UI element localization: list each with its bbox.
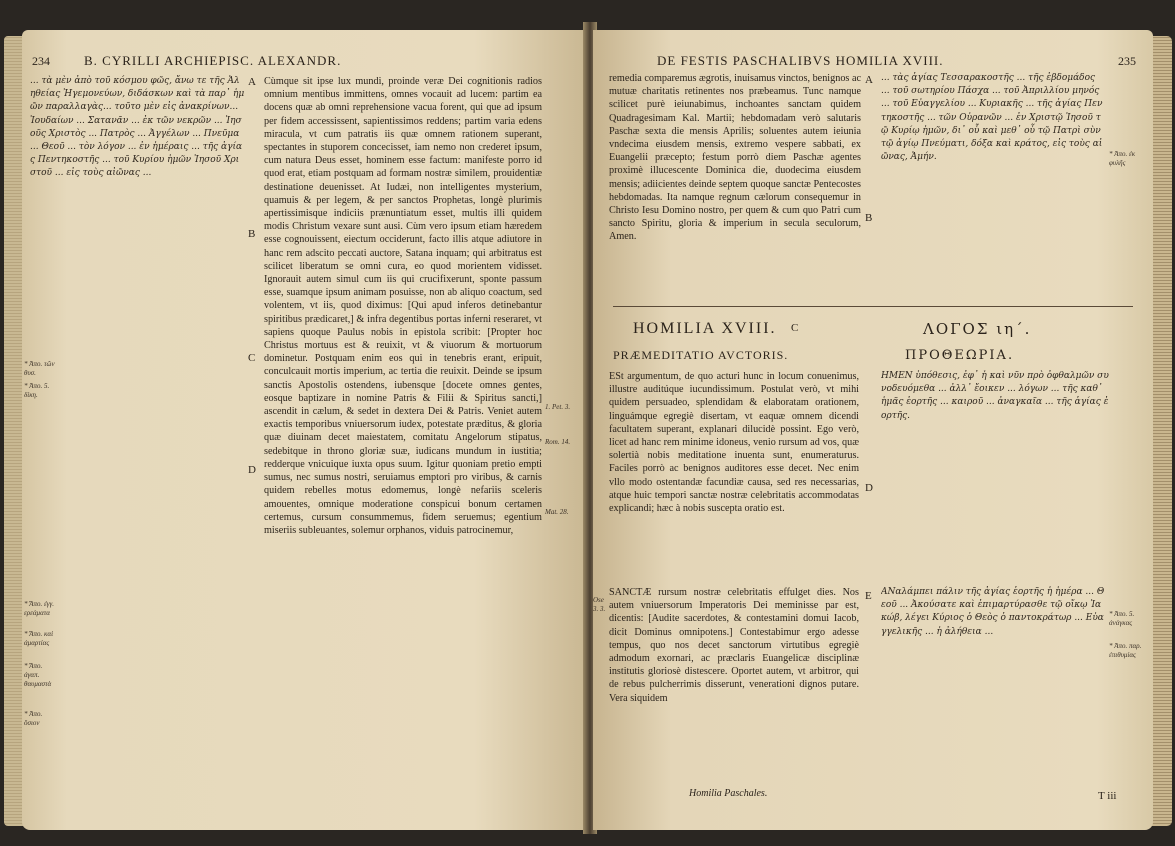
section-rule bbox=[613, 306, 1133, 307]
left-ref-3: Mat. 28. bbox=[545, 508, 569, 516]
left-greek-column bbox=[30, 75, 245, 820]
right-margin-note-3: * Ἀπο. παρ. ἐπιθυμίας bbox=[1109, 642, 1142, 659]
right-margin-note-2: * Ἀπο. 5. ἀνάγκας bbox=[1109, 610, 1135, 627]
left-margin-letter-b: B bbox=[248, 228, 256, 240]
right-latin-praemeditatio bbox=[609, 370, 859, 565]
praemeditatio-heading: PRÆMEDITATIO AVCTORIS. bbox=[613, 348, 789, 362]
left-greek-text: ... τὰ μὲν ἀπὸ τοῦ κόσμου φῶς, ἄνω τε τῆς Ἀληθείας Ἠγεμονεύων, διδάσκων καὶ τὰ παρ᾽ ἡμῶν παραλλαγὰς... τοῦτο μὲν εἰς ἀνακρίνων... Ἰουδαίων ... Σατανᾶν ... ἐκ τῶν νεκρῶν ... Ἰησοῦς Χριστὸς ... Πατρὸς ... Ἀγγέλων ... Πνεῦμα ... Θεοῦ ... τὸν λόγον ... ἐν ἡμέραις ... τῆς ἁγίας Πεντηκοστῆς ... τοῦ Κυρίου ἡμῶν Ἰησοῦ Χριστοῦ ... εἰς τοὺς αἰῶνας ... bbox=[30, 76, 245, 179]
left-margin-note-3: * Ἄπο. ἐγγ. ερεάματα bbox=[24, 600, 55, 617]
prootheoria-heading: ΠΡΟΘΕΩΡΙΑ. bbox=[905, 348, 1015, 363]
right-margin-letter-d: D bbox=[865, 482, 873, 494]
right-greek-praemeditatio-text: ΗΜΕΝ ὑπόθεσις, ἐφ᾽ ἧ καὶ νῦν πρὸ ὀφθαλμῶν συνοδευόμεθα ... ἀλλ᾽ ἔοικεν ... λόγων ... τῆς καθ᾽ ἡμᾶς ἑορτῆς ... καιροῦ ... ἀναγκαῖα ... τῆς ἁγίας ἑορτῆς. bbox=[881, 371, 1109, 421]
left-margin-letter-d: D bbox=[248, 464, 256, 476]
left-margin-letter-a: A bbox=[248, 76, 256, 88]
left-ref-2: Rom. 14. bbox=[545, 438, 571, 446]
right-page bbox=[593, 30, 1153, 830]
right-margin-letter-e: E bbox=[865, 590, 872, 602]
right-margin-letter-a: A bbox=[865, 74, 873, 86]
right-greek-bottom-text: ΑΝαλάμπει πάλιν τῆς ἁγίας ἑορτῆς ἡ ἡμέρα ... Θεοῦ ... Ἀκούσατε καὶ ἐπιμαρτύρασθε τῷ οἴκῳ Ἰακώβ, λέγει Κύριος ὁ Θεὸς ὁ παντοκράτωρ ... Εὐαγγελικῆς ... ἡ ἀλήθεια ... bbox=[881, 587, 1105, 637]
right-greek-top bbox=[881, 72, 1106, 322]
homily-margin-letter: C bbox=[791, 322, 799, 334]
left-page-edges bbox=[4, 36, 24, 826]
left-page-number: 234 bbox=[32, 54, 50, 68]
right-greek-praemeditatio bbox=[881, 370, 1109, 565]
left-running-head: B. CYRILLI ARCHIEPISC. ALEXANDR. bbox=[84, 53, 342, 68]
left-margin-note-2: * Ἀπο. 5. δίκη. bbox=[24, 382, 50, 399]
right-ref-note: Ose 3. 3. bbox=[593, 596, 606, 613]
left-margin-note-6: * Ἀπο. ὅσιον bbox=[24, 710, 43, 727]
right-latin-bottom-text: SANCTÆ rursum nostræ celebritatis effulget dies. Nos autem vniuersorum Imperatoris Dei meminisse par est, dicentis: [Audite sacerdotes, & contestamini domui Iacob, dicit Dominus omnipotens.] Contestabimur ergo adesse tempus, quo nos decet sanctorum virtutibus egregiè admodum exornari, ac præclaris Euangelicæ disciplinæ institutis gloriosè distescere. Oportet autem, vt arbitror, qui de rebus pulcherrimis disserunt, venerationi dignos putare. Vera siquidem bbox=[609, 587, 859, 704]
left-page bbox=[22, 30, 587, 830]
homily-title: HOMILIA XVIII. bbox=[633, 320, 777, 337]
left-margin-note-1: * Ἀπο. τῶν θυσ. bbox=[24, 360, 55, 377]
left-margin-note-5: * Ἄπο. ἀγαπ. θαυμαστὰ bbox=[24, 662, 52, 688]
right-margin-note-1: * Ἀπο. ἐκ φυλῆς bbox=[1109, 150, 1136, 167]
right-latin-top-text: remedia comparemus ægrotis, inuisamus vinctos, benignos ac mutuæ charitatis retinentes nos præbeamus. Tunc namque scilicet purè ieiunabimus, inchoantes sanctam quidem Quadragesimam Kal. Martii; hebdomadam verò salutaris Paschæ sexta die mensis Aprilis; soluentes autem ieiunia vndecima eiusdem mensis, extremo vespere sabbati, ex Euangelii præcepto; festum porrò diem Paschæ agentes proximè illucescente Dominica die, duodecima eiusdem mensis; adiicientes deinde septem quoque sanctæ Pentecostes hebdomadas. Ita namque regnum cælorum consequemur in Christo Iesu Domino nostro, per quem & cum quo Patri cum sancto Spiritu, gloria & imperium in secula seculorum, Amen. bbox=[609, 73, 861, 243]
right-page-edges bbox=[1150, 36, 1172, 826]
right-latin-top bbox=[609, 72, 861, 322]
right-greek-top-text: ... τὰς ἁγίας Τεσσαρακοστῆς ... τῆς ἑβδομάδος ... τοῦ σωτηρίου Πάσχα ... τοῦ Ἀπριλλίου μηνός ... τοῦ Εὐαγγελίου ... Κυριακῆς ... τῆς ἁγίας Πεντηκοστῆς ... τῶν Οὐρανῶν ... ἐν Χριστῷ Ἰησοῦ τῷ Κυρίῳ ἡμῶν, δι᾽ οὗ καὶ μεθ᾽ οὗ τῷ Πατρὶ σὺν τῷ ἁγίῳ Πνεύματι, δόξα καὶ κράτος, εἰς τοὺς αἰῶνας, Ἀμήν. bbox=[881, 73, 1103, 163]
left-margin-note-4: * Ἄπο. καὶ ἀμαρτίας bbox=[24, 630, 54, 647]
left-latin-column bbox=[264, 75, 542, 820]
right-greek-bottom bbox=[881, 586, 1106, 786]
right-latin-praemeditatio-text: ESt argumentum, de quo acturi hunc in locum conuenimus, illustre auditúque iucundissimum. Postulat verò, vt mihi quidem persuadeo, splendidam & elaboratam orationem, linguámque egregiè disertam, vt eaquæ omnem dicendi facultatem superant, explanari dilucidè possint. Ego verò, licet ad hanc rem minime idoneus, venio rursum ad vos, quæ solertià nobis meditatione inuenta sunt, enumeraturus. Faciles porrò ac benignos auditores esse decet. Nec enim vllo modo ostentandæ facundiæ causa, sed res necessarias, atque huic tempori sanctæ nostræ celebritatis accommodatas explicandi; hæc à nobis suscepta oratio est. bbox=[609, 371, 859, 515]
left-latin-text: Cùmque sit ipse lux mundi, proinde veræ Dei cognitionis radios omnium mentibus immittens, omnes vocauit ad lucem: partim ea docens quæ ab omni reprehensione vacua forent, qui que ad ipsum per fidem accessissent, sapientissimos reddens; partim varia edens miracula, vt cum patratis iis quæ omnem rationem superant, spectantes in stuporem concecisset, iam nemo non crederet ipsum, cum natura Deus esset, hominem esse factum: manifeste porro id quod erat, etiam postquam ad formam nostræ similem, prouidentiæ destinatione deuenisset. At Iudæi, non intelligentes mysterium, quamuis & per legem, & per sanctos Prophetas, longè plurimis apertissimisque indiciis prænuntiatum esset, multis illi quidem modis Christum vexare sunt ausi. Cùm vero ipsum etiam hæredem esse cognouissent, eiectum occiderunt, facto illis atque adiutore in hanc rem adscito peccati auctore, Satana inquam; qui arbitratus est scilicet liberatum se omni cura, eo quod morientem vidisset. Ignorauit autem simul cum iis qui crucifixerunt, sponte passum esse, suamque ipsum animam posuisse, non ab aliquo coactum, sed volentem, vt iis, quod diximus: [Qui apud inferos detinebantur spiritibus prædicaret,] & infra degentibus portas inferni reseraret, vt sapiens quoque Paulus nobis in epistola scribit: [Propter hoc Christus mortuus est & reuixit, vt & viuorum & mortuorum dominetur. Postquam enim eos qui in tenebris erant, eripuit, conculcauit mortis imperium, ac tertia die reuixit. Deinde se ipsum sanctis Apostolis ostendens, iubensque [docete omnes gentes, eosque baptizare in nomine Patris & Filii & Spiritus sancti,] ascendit in cælum, & sedet in dextera Dei & Patris. Veniet autem exactis temporibus vniuersorum iudex, potestate præditus, & gloria quæ diuinam decet maiestatem, comitatu Angelorum stipatus, sedebitque in throno gloriæ suæ, iudicans mundum in iustitia; redderque vnicuique iuxta opus suum. Igitur quoniam pretio empti sumus, nec sumus nostri, seruiamus emptori pro viribus, & carnis quidem rebelles motus edomemus, longè nefariis sceleris amouentes, omnique moderatione conspicui bonum certamen certemus, cursum consummemus, fidem seruemus; egentium miseriis subleuantes, solemur orphanos, viduis patrocinemur, bbox=[264, 76, 542, 536]
right-margin-letter-b: B bbox=[865, 212, 873, 224]
left-ref-1: 1. Pet. 3. bbox=[545, 403, 571, 411]
signature-mark: T iii bbox=[1098, 790, 1117, 802]
right-latin-bottom bbox=[609, 586, 859, 786]
right-page-signature-line: Homilia Paschales. bbox=[689, 788, 768, 799]
right-page-number: 235 bbox=[1118, 54, 1136, 68]
greek-homily-title: ΛΟΓΟΣ ιη΄. bbox=[923, 320, 1032, 338]
left-margin-letter-c: C bbox=[248, 352, 256, 364]
right-running-head: DE FESTIS PASCHALIBVS HOMILIA XVIII. bbox=[657, 53, 944, 68]
